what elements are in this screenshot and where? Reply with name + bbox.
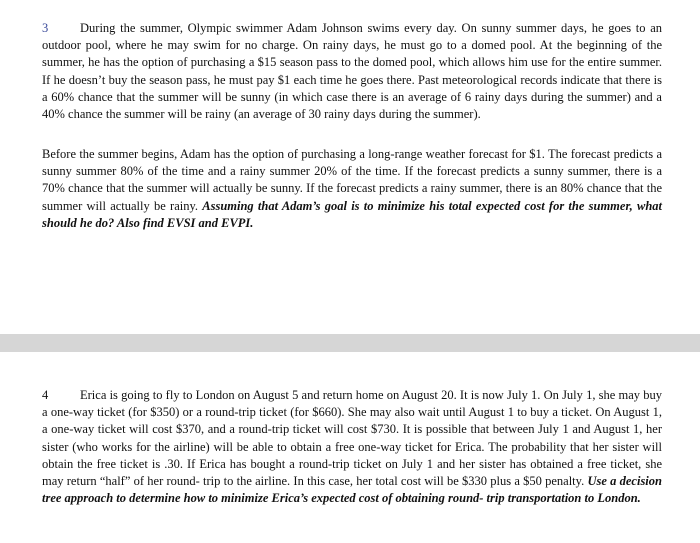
section-divider [0,334,700,352]
problem-3-text-2: Before the summer begins, Adam has the option of purchasing a long-range weather forecast for $1. The forecast predicts a sunny summer 80% of the time and a rainy summer 20% of the time. If the forecast predicts a sunny summer, there is a 70% chance that the summer will actually be sunny. If the forecast predicts a rainy summer, there is an 80% chance that the summer will actually be rainy. [42,147,662,213]
problem-4-text: Erica is going to fly to London on August 5 and return home on August 20. It is now July 1. On July 1, she may buy a one-way ticket (for $350) or a round-trip ticket (for $660). She may also wait until August 1 to buy a ticket. On August 1, a one-way ticket will cost $370, and a round-trip ticket will cost $730. It is possible that between July 1 and August 1, her sister (who works for the airline) will be able to obtain a free one-way ticket for Erica. The probability that her sister will obtain the free ticket is .30. If Erica has bought a round-trip ticket on July 1 and her sister has obtained a free ticket, she may return “half” of her round- trip to the airline. In this case, her total cost will be $330 plus a $50 penalty. [42,388,662,489]
problem-4-number: 4 [42,388,49,402]
problem-4-question: Use a decision tree approach to determine how to minimize Erica’s expected cost of obtaining round- trip transportation to London. [42,474,662,506]
problem-4-paragraph [42,387,662,507]
problem-3-paragraph-1 [42,20,662,123]
problem-3-paragraph-2 [42,146,662,232]
problem-3-text: During the summer, Olympic swimmer Adam Johnson swims every day. On sunny summer days, he goes to an outdoor pool, where he may swim for no charge. On rainy days, he must go to a domed pool. At the beginning of the summer, he has the option of purchasing a $15 season pass to the domed pool, which allows him use for the entire summer. If he doesn’t buy the season pass, he must pay $1 each time he goes there. Past meteorological records indicate that there is a 60% chance that the summer will be sunny (in which case there is an average of 6 rainy days during the summer) and a 40% chance the summer will be rainy (an average of 30 rainy days during the summer). [42,21,662,122]
problem-3-question: Assuming that Adam’s goal is to minimize his total expected cost for the summer, what should he do? Also find EVSI and EVPI. [42,198,662,230]
problem-3-number: 3 [42,21,49,35]
